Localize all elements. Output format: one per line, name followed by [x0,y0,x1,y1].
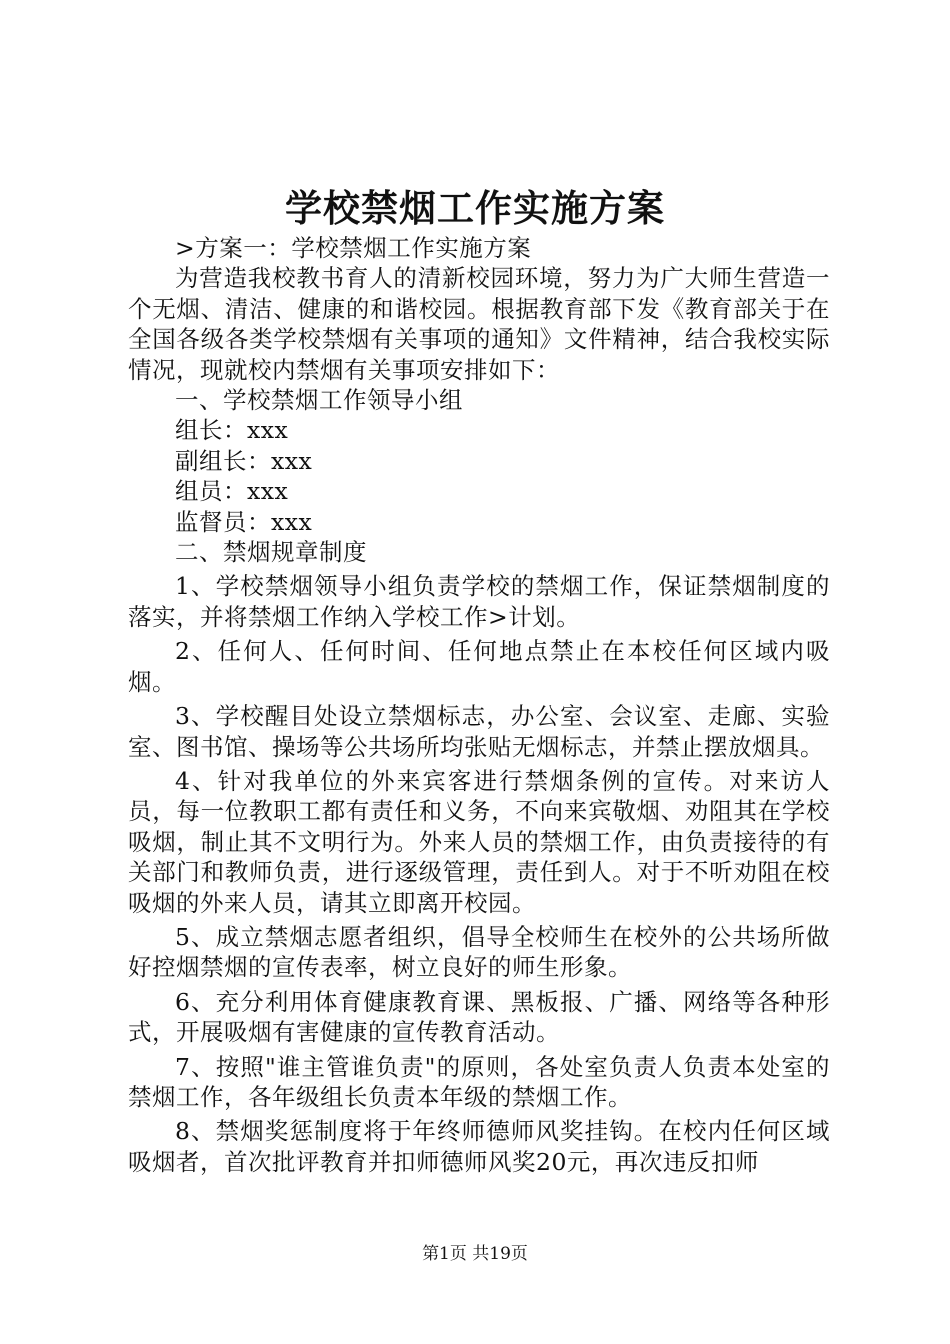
paragraph-intro: 为营造我校教书育人的清新校园环境，努力为广大师生营造一个无烟、清洁、健康的和谐校园。根据教育部下发《教育部关于在全国各级各类学校禁烟有关事项的通知》文件精神，结合我校实际情况，现就校内禁烟有关事项安排如下： [128,264,830,384]
member-line: 组员：xxx [175,477,289,506]
rule-item: 6、充分利用体育健康教育课、黑板报、广播、网络等各种形式，开展吸烟有害健康的宣传教育活动。 [128,987,830,1047]
deputy-leader-line: 副组长：xxx [175,446,313,475]
supervisor-line: 监督员：xxx [175,507,313,536]
rule-item: 2、任何人、任何时间、任何地点禁止在本校任何区域内吸烟。 [128,637,830,696]
document-title: 学校禁烟工作实施方案 [285,186,665,230]
rule-item: 3、学校醒目处设立禁烟标志，办公室、会议室、走廊、实验室、图书馆、操场等公共场所均张贴无烟标志，并禁止摆放烟具。 [128,702,830,761]
rule-item: 1、学校禁烟领导小组负责学校的禁烟工作，保证禁烟制度的落实，并将禁烟工作纳入学校工作>计划。 [128,572,830,631]
leader-line: 组长：xxx [175,416,289,445]
paragraph-subtitle: >方案一：学校禁烟工作实施方案 [175,234,532,262]
section-heading-leadership: 一、学校禁烟工作领导小组 [175,386,463,415]
rule-item: 4、针对我单位的外来宾客进行禁烟条例的宣传。对来访人员，每一位教职工都有责任和义务，不向来宾敬烟、劝阻其在学校吸烟，制止其不文明行为。外来人员的禁烟工作，由负责接待的有关部门和教师负责，进行逐级管理，责任到人。对于不听劝阻在校吸烟的外来人员，请其立即离开校园。 [128,766,830,917]
rule-item: 8、禁烟奖惩制度将于年终师德师风奖挂钩。在校内任何区域吸烟者，首次批评教育并扣师德师风奖20元，再次违反扣师 [128,1117,830,1176]
rule-item: 7、按照"谁主管谁负责"的原则，各处室负责人负责本处室的禁烟工作，各年级组长负责本年级的禁烟工作。 [128,1052,830,1111]
document-body [128,233,830,1177]
page-number-footer: 第1页 共19页 [422,1244,528,1264]
rule-item: 5、成立禁烟志愿者组织，倡导全校师生在校外的公共场所做好控烟禁烟的宣传表率，树立良好的师生形象。 [128,922,830,982]
section-heading-rules: 二、禁烟规章制度 [175,538,367,567]
